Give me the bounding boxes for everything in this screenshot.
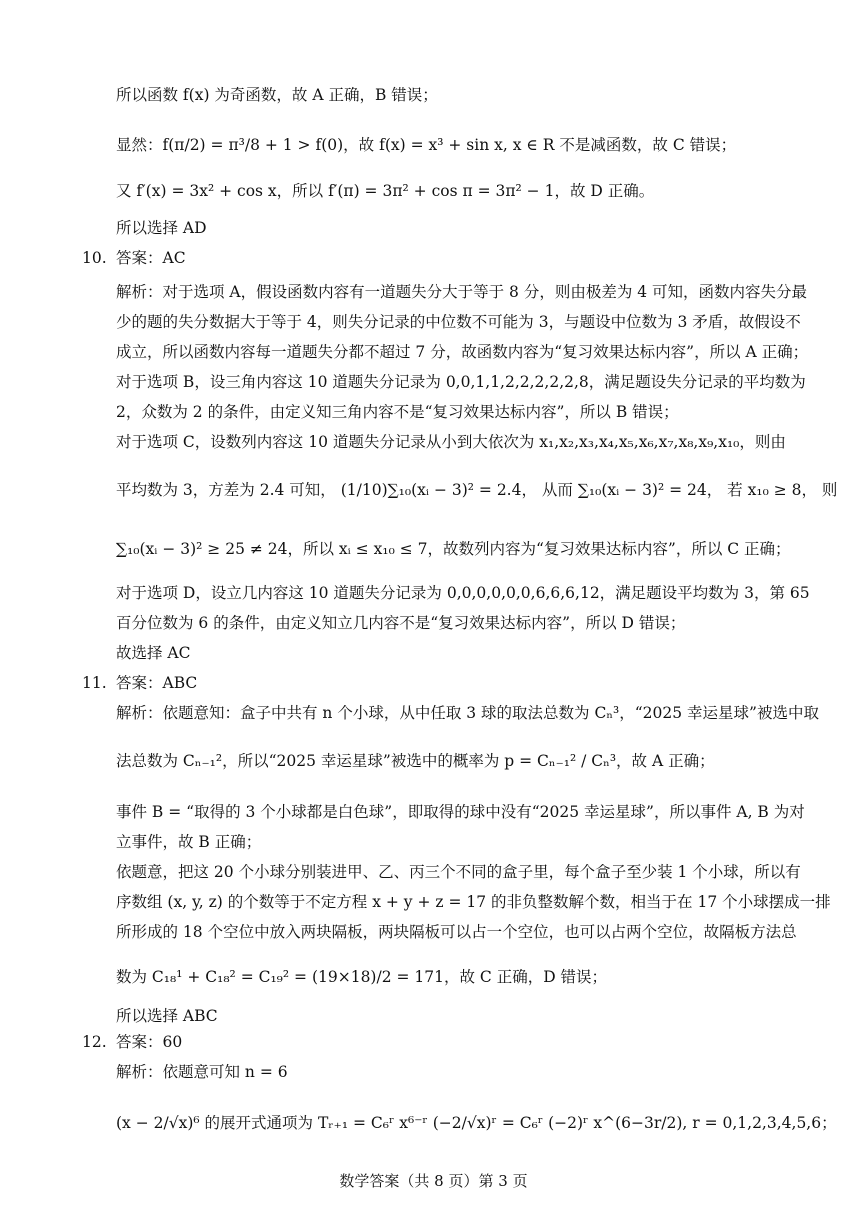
solution-line: 对于选项 D，设立几内容这 10 道题失分记录为 0,0,0,0,0,0,6,6,6,12，满足题设平均数为 3，第 65 (116, 584, 810, 602)
question-number: 10. (82, 249, 107, 267)
solution-line: 立事件，故 B 正确； (116, 833, 262, 851)
solution-line: 法总数为 Cₙ₋₁²，所以“2025 幸运星球”被选中的概率为 p = Cₙ₋₁² / Cₙ³，故 A 正确； (116, 752, 715, 770)
solution-line: 事件 B = “取得的 3 个小球都是白色球”，即取得的球中没有“2025 幸运星球”，所以事件 A, B 为对 (116, 803, 805, 821)
solution-line: 所以函数 f(x) 为奇函数，故 A 正确，B 错误； (116, 86, 438, 104)
page-footer: 数学答案（共 8 页）第 3 页 (339, 1172, 528, 1190)
solution-line: 又 f′(x) = 3x² + cos x，所以 f′(π) = 3π² + cos π = 3π² − 1，故 D 正确。 (116, 182, 655, 200)
solution-line: 对于选项 C，设数列内容这 10 道题失分记录从小到大依次为 x₁,x₂,x₃,x₄,x₅,x₆,x₇,x₈,x₉,x₁₀，则由 (116, 433, 786, 451)
solution-line: 2，众数为 2 的条件，由定义知三角内容不是“复习效果达标内容”，所以 B 错误； (116, 403, 679, 421)
solution-line: 少的题的失分数据大于等于 4，则失分记录的中位数不可能为 3，与题设中位数为 3 矛盾，故假设不 (116, 313, 801, 331)
solution-line: 成立，所以函数内容每一道题失分都不超过 7 分，故函数内容为“复习效果达标内容”，所以 A 正确； (116, 343, 809, 361)
solution-line: 依题意，把这 20 个小球分别装进甲、乙、丙三个不同的盒子里，每个盒子至少装 1 个小球，所以有 (116, 863, 801, 881)
solution-line: 百分位数为 6 的条件，由定义知立几内容不是“复习效果达标内容”，所以 D 错误； (116, 614, 686, 632)
solution-line: 数为 C₁₈¹ + C₁₈² = C₁₉² = (19×18)/2 = 171，故 C 正确，D 错误； (116, 968, 608, 986)
solution-line: 平均数为 3，方差为 2.4 可知， (1/10)∑₁₀(xᵢ − 3)² = 2.4， 从而 ∑₁₀(xᵢ − 3)² = 24， 若 x₁₀ ≥ 8， 则 (116, 481, 838, 499)
answer-line: 答案：AC (116, 249, 186, 267)
solution-line: 对于选项 B，设三角内容这 10 道题失分记录为 0,0,1,1,2,2,2,2,2,8，满足题设失分记录的平均数为 (116, 373, 806, 391)
answer-line: 答案：60 (116, 1033, 183, 1051)
solution-line: 解析：对于选项 A，假设函数内容有一道题失分大于等于 8 分，则由极差为 4 可知，函数内容失分最 (116, 283, 808, 301)
solution-line: 故选择 AC (116, 644, 191, 662)
question-number: 11. (82, 674, 107, 692)
solution-line: 解析：依题意可知 n = 6 (116, 1063, 288, 1081)
solution-line: (x − 2/√x)⁶ 的展开式通项为 Tᵣ₊₁ = C₆ʳ x⁶⁻ʳ (−2/√x)ʳ = C₆ʳ (−2)ʳ x^(6−3r/2), r = 0,1,2,3,4,5,6； (116, 1114, 837, 1132)
question-number: 12. (82, 1033, 107, 1051)
solution-line: ∑₁₀(xᵢ − 3)² ≥ 25 ≠ 24，所以 xᵢ ≤ x₁₀ ≤ 7，故数列内容为“复习效果达标内容”，所以 C 正确； (116, 540, 791, 558)
solution-line: 所以选择 ABC (116, 1007, 218, 1025)
solution-line: 所形成的 18 个空位中放入两块隔板，两块隔板可以占一个空位，也可以占两个空位，故隔板方法总 (116, 923, 797, 941)
solution-line: 所以选择 AD (116, 219, 207, 237)
solution-line: 序数组 (x, y, z) 的个数等于不定方程 x + y + z = 17 的非负整数解个数，相当于在 17 个小球摆成一排 (116, 893, 831, 911)
answer-line: 答案：ABC (116, 674, 198, 692)
solution-line: 显然：f(π/2) = π³/8 + 1 > f(0)，故 f(x) = x³ + sin x, x ∈ R 不是减函数，故 C 错误； (116, 136, 737, 154)
solution-line: 解析：依题意知：盒子中共有 n 个小球，从中任取 3 球的取法总数为 Cₙ³，“2025 幸运星球”被选中取 (116, 704, 819, 722)
